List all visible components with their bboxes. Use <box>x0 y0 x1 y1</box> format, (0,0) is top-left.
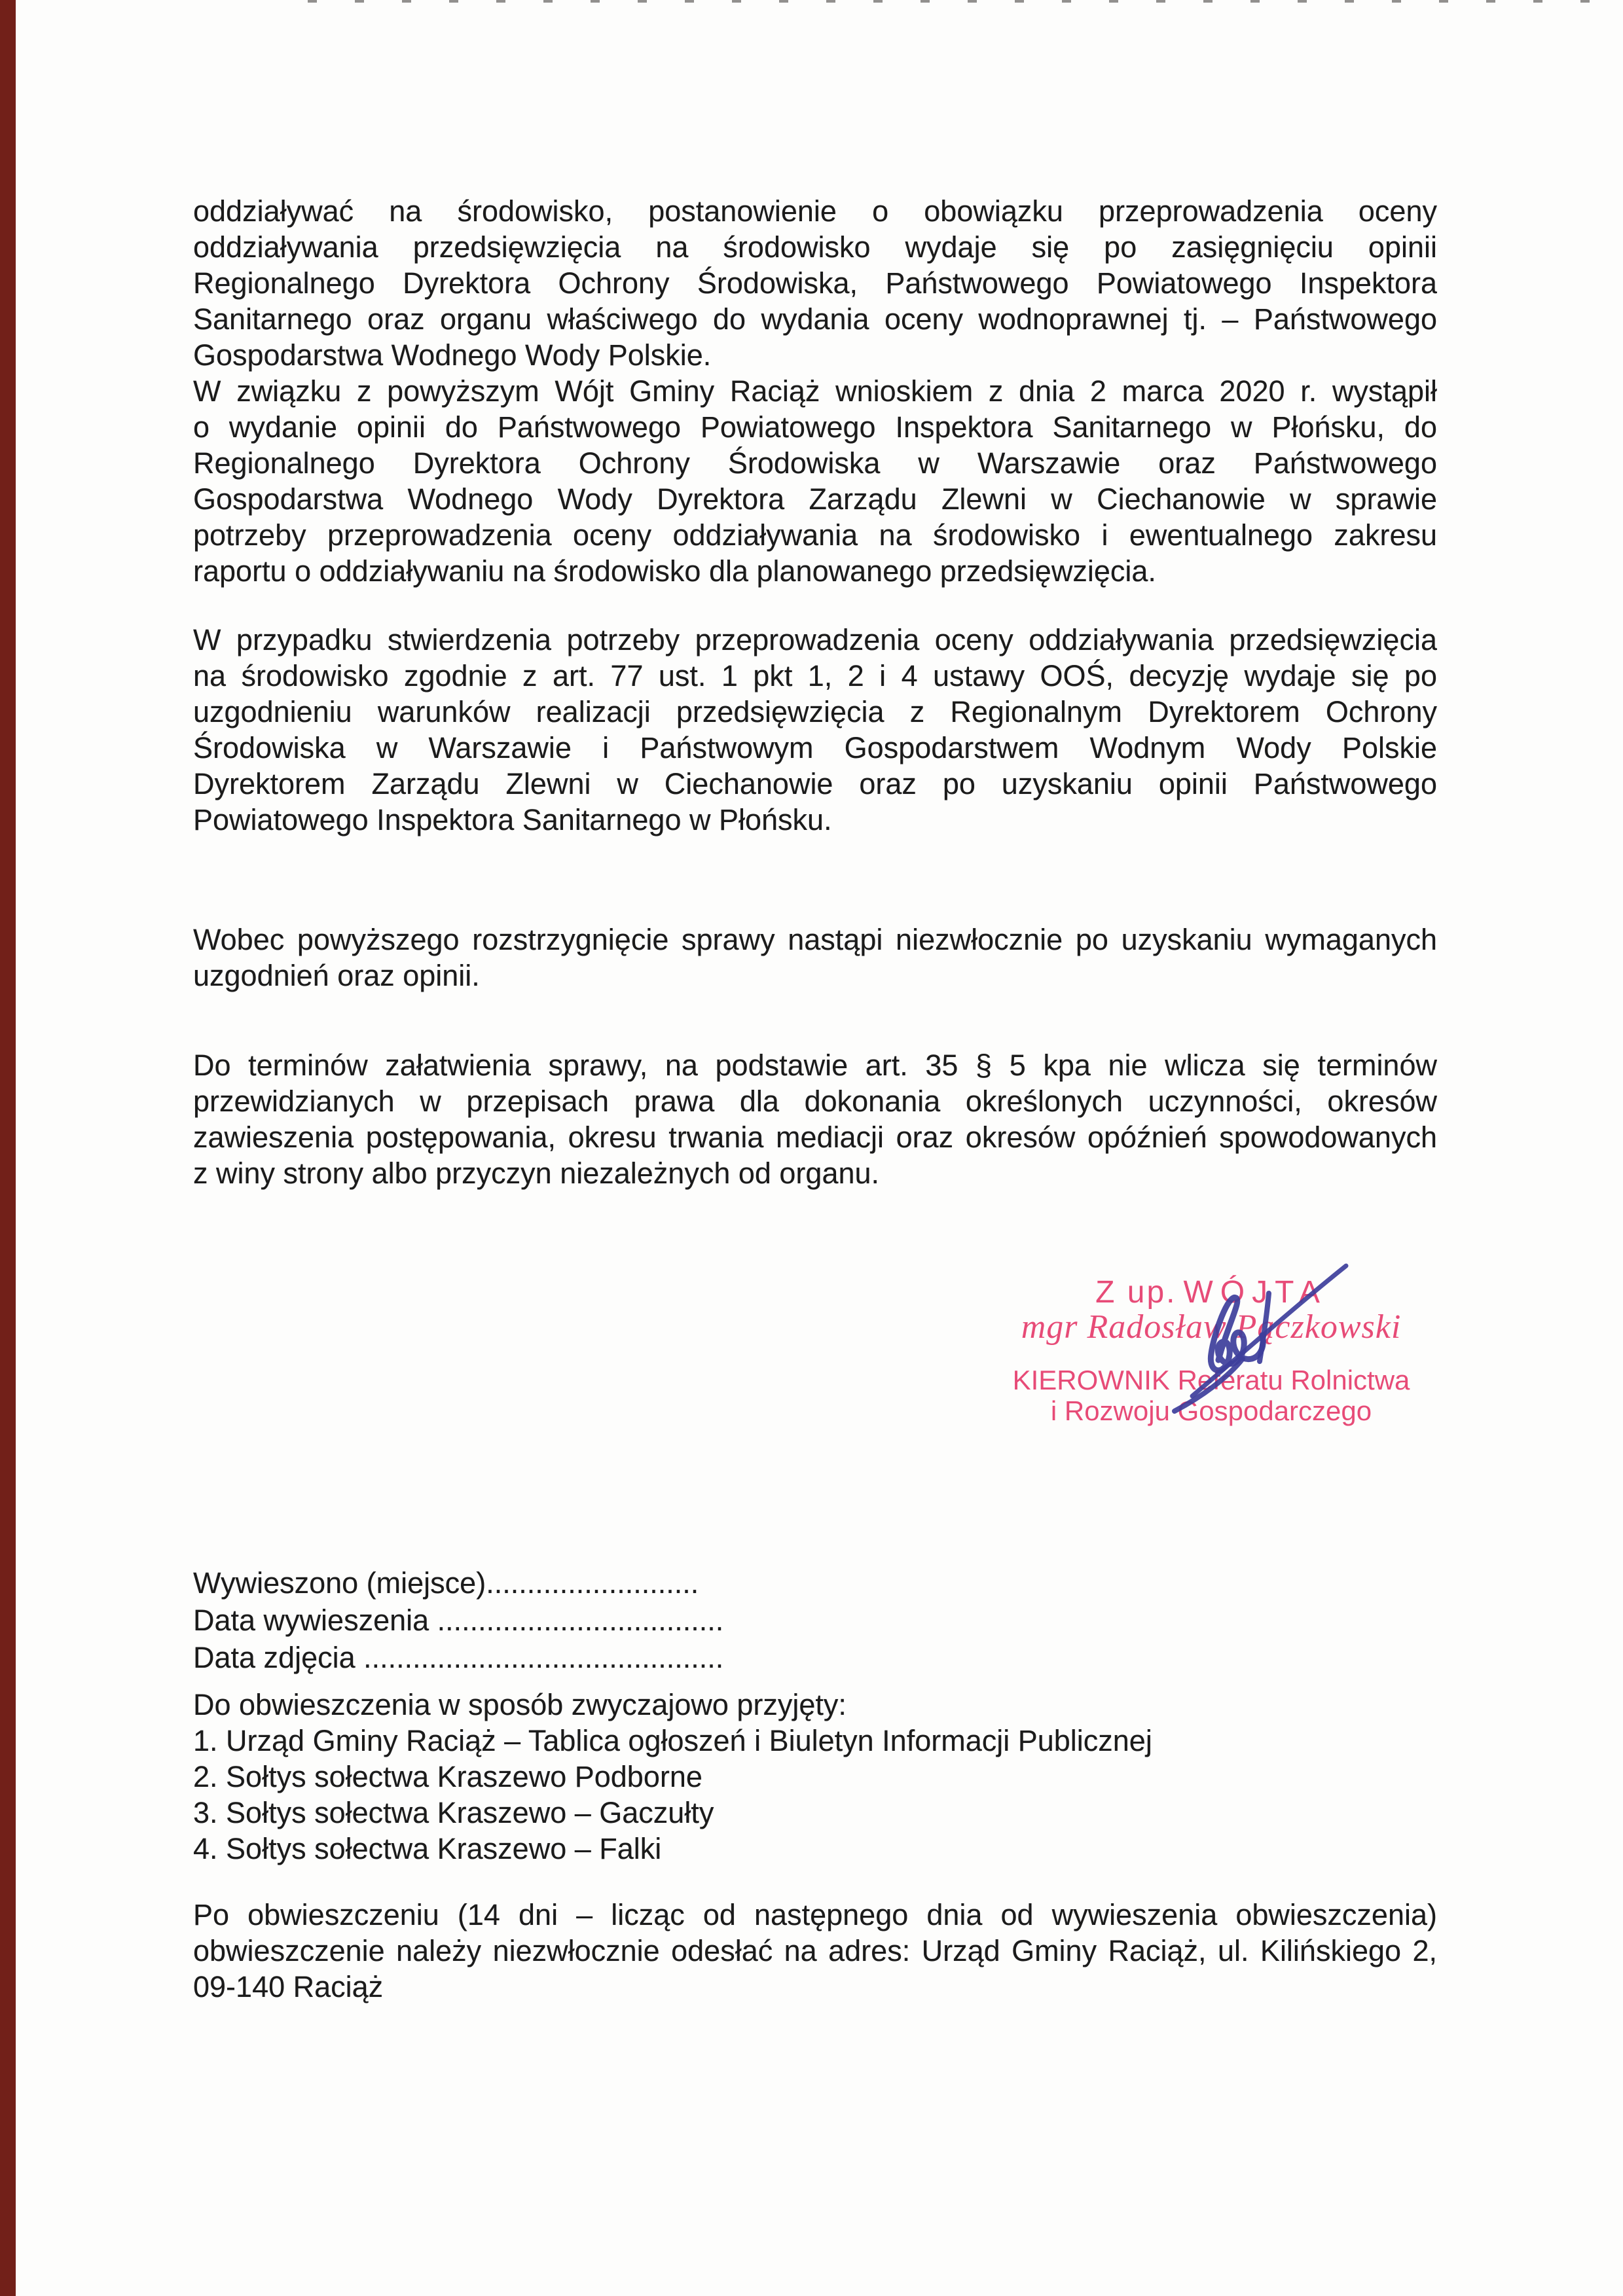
posting-record-line: Wywieszono (miejsce).......................... <box>193 1566 699 1600</box>
paragraph-line: uzgodnieniu warunków realizacji przedsięwzięcia z Regionalnym Dyrektorem Ochrony <box>193 695 1437 728</box>
distribution-list-item: 3. Sołtys sołectwa Kraszewo – Gaczułty <box>193 1796 714 1829</box>
stamp-signer-role-line1: KIEROWNIK Referatu Rolnictwa <box>1012 1365 1410 1395</box>
paragraph-line: zawieszenia postępowania, okresu trwania mediacji oraz okresów opóźnień spowodowanych <box>193 1121 1437 1154</box>
distribution-list-item: 1. Urząd Gminy Raciąż – Tablica ogłoszeń i Biuletyn Informacji Publicznej <box>193 1724 1152 1757</box>
scan-top-edge-artifact <box>308 0 1623 3</box>
stamp-signer-role-line2: i Rozwoju Gospodarczego <box>1050 1395 1372 1426</box>
handwritten-signature <box>1156 1262 1359 1419</box>
paragraph-line: uzgodnień oraz opinii. <box>193 959 480 992</box>
paragraph-request-for-opinions <box>193 373 1437 589</box>
paragraph-line: raportu o oddziaływaniu na środowisko dla planowanego przedsięwzięcia. <box>193 554 1156 588</box>
paragraph-deadlines-note <box>193 1047 1437 1191</box>
paragraph-line: W przypadku stwierdzenia potrzeby przeprowadzenia oceny oddziaływania przedsięwzięcia <box>193 623 1437 656</box>
paragraph-line: z winy strony albo przyczyn niezależnych od organu. <box>193 1157 880 1190</box>
posting-record-line: Data zdjęcia ............................................ <box>193 1641 724 1674</box>
stamp-authorization-prefix: Z up. <box>1095 1275 1177 1310</box>
paragraph-line: Sanitarnego oraz organu właściwego do wydania oceny wodnoprawnej tj. – Państwowego <box>193 302 1437 336</box>
paragraph-line: o wydanie opinii do Państwowego Powiatowego Inspektora Sanitarnego w Płońsku, do <box>193 410 1437 444</box>
closing-note-paragraph <box>193 1897 1437 2005</box>
paragraph-line: Po obwieszczeniu (14 dni – licząc od następnego dnia od wywieszenia obwieszczenia) <box>193 1898 1437 1931</box>
paragraph-line: Do terminów załatwienia sprawy, na podstawie art. 35 § 5 kpa nie wlicza się terminów <box>193 1049 1437 1082</box>
paragraph-line: oddziaływać na środowisko, postanowienie o obowiązku przeprowadzenia oceny <box>193 194 1437 228</box>
paragraph-line: potrzeby przeprowadzenia oceny oddziaływania na środowisko i ewentualnego zakresu <box>193 518 1437 552</box>
paragraph-line: Regionalnego Dyrektora Ochrony Środowiska w Warszawie oraz Państwowego <box>193 446 1437 480</box>
paragraph-environmental-opinion <box>193 193 1437 373</box>
distribution-list <box>193 1723 1437 1867</box>
paragraph-line: W związku z powyższym Wójt Gminy Raciąż wnioskiem z dnia 2 marca 2020 r. wystąpił <box>193 374 1437 408</box>
paragraph-line: Środowiska w Warszawie i Państwowym Gospodarstwem Wodnym Wody Polskie <box>193 731 1437 764</box>
distribution-list-item: 2. Sołtys sołectwa Kraszewo Podborne <box>193 1760 702 1793</box>
paragraph-line: Wobec powyższego rozstrzygnięcie sprawy nastąpi niezwłocznie po uzyskaniu wymaganych <box>193 923 1437 956</box>
paragraph-assessment-procedure <box>193 622 1437 838</box>
paragraph-line: przewidzianych w przepisach prawa dla dokonania określonych uczynności, okresów <box>193 1085 1437 1118</box>
paragraph-line: Powiatowego Inspektora Sanitarnego w Płońsku. <box>193 803 832 836</box>
stamp-authorization-title: WÓJTA <box>1183 1275 1327 1310</box>
paragraph-line: Regionalnego Dyrektora Ochrony Środowiska, Państwowego Powiatowego Inspektora <box>193 266 1437 300</box>
paragraph-resolution-note <box>193 922 1437 994</box>
posting-record-line: Data wywieszenia ................................... <box>193 1604 724 1637</box>
paragraph-line: na środowisko zgodnie z art. 77 ust. 1 pkt 1, 2 i 4 ustawy OOŚ, decyzję wydaje się po <box>193 659 1437 692</box>
paragraph-line: 09-140 Raciąż <box>193 1970 384 2003</box>
distribution-list-item: 4. Sołtys sołectwa Kraszewo – Falki <box>193 1832 662 1865</box>
posting-record-block <box>193 1564 1437 1676</box>
stamp-signer-name: mgr Radosław Pączkowski <box>1021 1308 1402 1346</box>
paragraph-line: oddziaływania przedsięwzięcia na środowisko wydaje się po zasięgnięciu opinii <box>193 230 1437 264</box>
distribution-heading: Do obwieszczenia w sposób zwyczajowo przyjęty: <box>193 1688 847 1721</box>
paragraph-line: Dyrektorem Zarządu Zlewni w Ciechanowie oraz po uzyskaniu opinii Państwowego <box>193 767 1437 800</box>
paragraph-line: Gospodarstwa Wodnego Wody Dyrektora Zarządu Zlewni w Ciechanowie w sprawie <box>193 482 1437 516</box>
paragraph-line: obwieszczenie należy niezwłocznie odesłać na adres: Urząd Gminy Raciąż, ul. Kilińskiego 2, <box>193 1934 1437 1967</box>
paragraph-line: Gospodarstwa Wodnego Wody Polskie. <box>193 338 712 372</box>
scan-left-edge-artifact <box>0 0 16 2296</box>
